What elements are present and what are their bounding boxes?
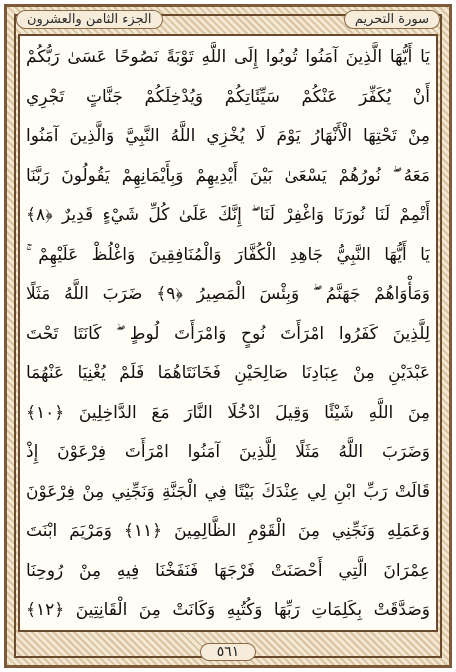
verse-line: مِنَ اللَّهِ شَيْئًا وَقِيلَ ادْخُلَا النَّارَ مَعَ الدَّاخِلِينَ ﴿١٠﴾ <box>26 402 430 423</box>
page-number: ٥٦١ <box>200 643 257 661</box>
verse-line: لِلَّذِينَ كَفَرُوا امْرَأَتَ نُوحٍ وَامْرَأَتَ لُوطٍ ۖ كَانَتَا تَحْتَ <box>26 323 430 344</box>
verse-line: أَنْ يُكَفِّرَ عَنْكُمْ سَيِّئَاتِكُمْ وَيُدْخِلَكُمْ جَنَّاتٍ تَجْرِي <box>26 86 430 107</box>
verse-line: أَتْمِمْ لَنَا نُورَنَا وَاغْفِرْ لَنَا ۖ إِنَّكَ عَلَىٰ كُلِّ شَيْءٍ قَدِيرٌ ﴿٨﴾ <box>26 205 430 225</box>
verse-line: وَمَأْوَاهُمْ جَهَنَّمُ ۖ وَبِئْسَ الْمَصِيرُ ﴿٩﴾ ضَرَبَ اللَّهُ مَثَلًا <box>26 284 430 304</box>
verse-line: قَالَتْ رَبِّ ابْنِ لِي عِنْدَكَ بَيْتًا فِي الْجَنَّةِ وَنَجِّنِي مِنْ فِرْعَوْنَ <box>26 481 430 502</box>
verse-line: وَضَرَبَ اللَّهُ مَثَلًا لِلَّذِينَ آمَنُوا امْرَأَتَ فِرْعَوْنَ إِذْ <box>26 442 430 462</box>
verse-line: وَعَمَلِهِ وَنَجِّنِي مِنَ الْقَوْمِ الظَّالِمِينَ ﴿١١﴾ وَمَرْيَمَ ابْنَتَ <box>26 521 430 541</box>
page-header <box>16 8 440 30</box>
verse-line: عِمْرَانَ الَّتِي أَحْصَنَتْ فَرْجَهَا فَنَفَخْنَا فِيهِ مِنْ رُوحِنَا <box>26 560 430 581</box>
surah-title: سورة التحريم <box>344 10 440 29</box>
page-footer <box>0 640 456 664</box>
verse-line: وَصَدَّقَتْ بِكَلِمَاتِ رَبِّهَا وَكُتُبِهِ وَكَانَتْ مِنَ الْقَانِتِينَ ﴿١٢﴾ <box>26 600 430 620</box>
verse-line: مَعَهُ ۖ نُورُهُمْ يَسْعَىٰ بَيْنَ أَيْدِيهِمْ وَبِأَيْمَانِهِمْ يَقُولُونَ رَبَّنَا <box>26 165 430 186</box>
juz-title: الجزء الثامن والعشرون <box>16 10 163 29</box>
verse-text-area <box>18 34 438 632</box>
verse-line: يَا أَيُّهَا النَّبِيُّ جَاهِدِ الْكُفَّارَ وَالْمُنَافِقِينَ وَاغْلُظْ عَلَيْهِمْ ۚ <box>26 244 430 265</box>
verse-line: مِنْ تَحْتِهَا الْأَنْهَارُ يَوْمَ لَا يُخْزِي اللَّهُ النَّبِيَّ وَالَّذِينَ آمَنُوا <box>26 126 430 146</box>
verse-line: عَبْدَيْنِ مِنْ عِبَادِنَا صَالِحَيْنِ فَخَانَتَاهُمَا فَلَمْ يُغْنِيَا عَنْهُمَا <box>26 363 430 383</box>
verse-line: يَا أَيُّهَا الَّذِينَ آمَنُوا تُوبُوا إِلَى اللَّهِ تَوْبَةً نَصُوحًا عَسَىٰ رَبُّكُمْ <box>26 47 430 67</box>
